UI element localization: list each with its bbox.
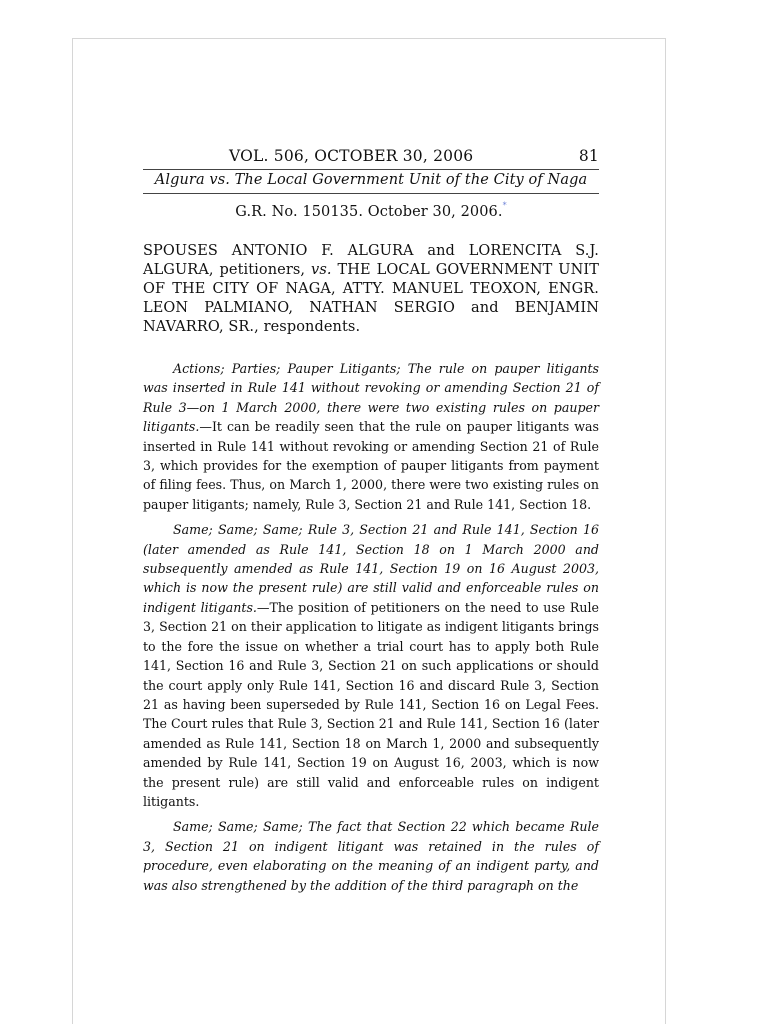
syllabus-paragraph (143, 817, 599, 895)
parties-vs: vs. (311, 262, 332, 278)
gr-number: G.R. No. 150135. October 30, 2006. (235, 204, 503, 220)
page-number: 81 (578, 147, 599, 165)
parties-part1: SPOUSES ANTONIO F. ALGURA and LORENCITA S.J. ALGURA, petitioners, (143, 243, 599, 278)
case-number (143, 201, 599, 220)
page-header (143, 147, 599, 169)
syllabus-lead: Same; Same; Same; Rule 3, Section 21 and Rule 141, Section 16 (later amended as Rule 141, Section 18 on 1 March 2000 and subsequently amended as Rule 141, Section 19 on 16 August 2003, which is now the present rule) are still valid and enforceable rules on indigent litigants. (143, 522, 599, 615)
syllabus-paragraph (143, 359, 599, 514)
volume-line: VOL. 506, OCTOBER 30, 2006 (229, 147, 474, 165)
page-content (143, 147, 599, 895)
syllabus-body: —The position of petitioners on the need to use Rule 3, Section 21 on their application to litigate as indigent litigants brings to the fore the issue on whether a trial court has to apply both Rule 141, Section 16 and Rule 3, Section 21 on such applications or should the court apply only Rule 141, Section 16 and discard Rule 3, Section 21 as having been superseded by Rule 141, Section 16 on Legal Fees. The Court rules that Rule 3, Section 21 and Rule 141, Section 16 (later amended as Rule 141, Section 18 on March 1, 2000 and subsequently amended by Rule 141, Section 19 on August 16, 2003, which is now the present rule) are still valid and enforceable rules on indigent litigants. (143, 599, 599, 809)
footnote-marker[interactable]: * (502, 201, 507, 210)
syllabus-lead: Actions; Parties; Pauper Litigants; The rule on pauper litigants was inserted in Rule 141 without revoking or amending Section 21 of Rule 3—on 1 March 2000, there were two existing rules on pauper litigants. (143, 361, 599, 435)
syllabus (143, 359, 599, 895)
syllabus-paragraph (143, 520, 599, 811)
syllabus-lead: Same; Same; Same; The fact that Section 22 which became Rule 3, Section 21 on indigent litigant was retained in the rules of procedure, even elaborating on the meaning of an indigent party, and was also strengthened by the addition of the third paragraph on the (143, 819, 599, 893)
header-rule-bottom (143, 193, 599, 194)
document-page (72, 38, 666, 1024)
parties-part2: THE LOCAL GOVERNMENT UNIT OF THE CITY OF NAGA, ATTY. MANUEL TEOXON, ENGR. LEON PALMIANO, NATHAN SERGIO and BENJAMIN NAVARRO, SR., respondents. (143, 262, 599, 335)
running-head: Algura vs. The Local Government Unit of the City of Naga (154, 172, 588, 188)
syllabus-body: —It can be readily seen that the rule on pauper litigants was inserted in Rule 141 without revoking or amending Section 21 of Rule 3, which provides for the exemption of pauper litigants from payment of filing fees. Thus, on March 1, 2000, there were two existing rules on pauper litigants; namely, Rule 3, Section 21 and Rule 141, Section 18. (143, 419, 599, 512)
case-parties (143, 242, 599, 337)
